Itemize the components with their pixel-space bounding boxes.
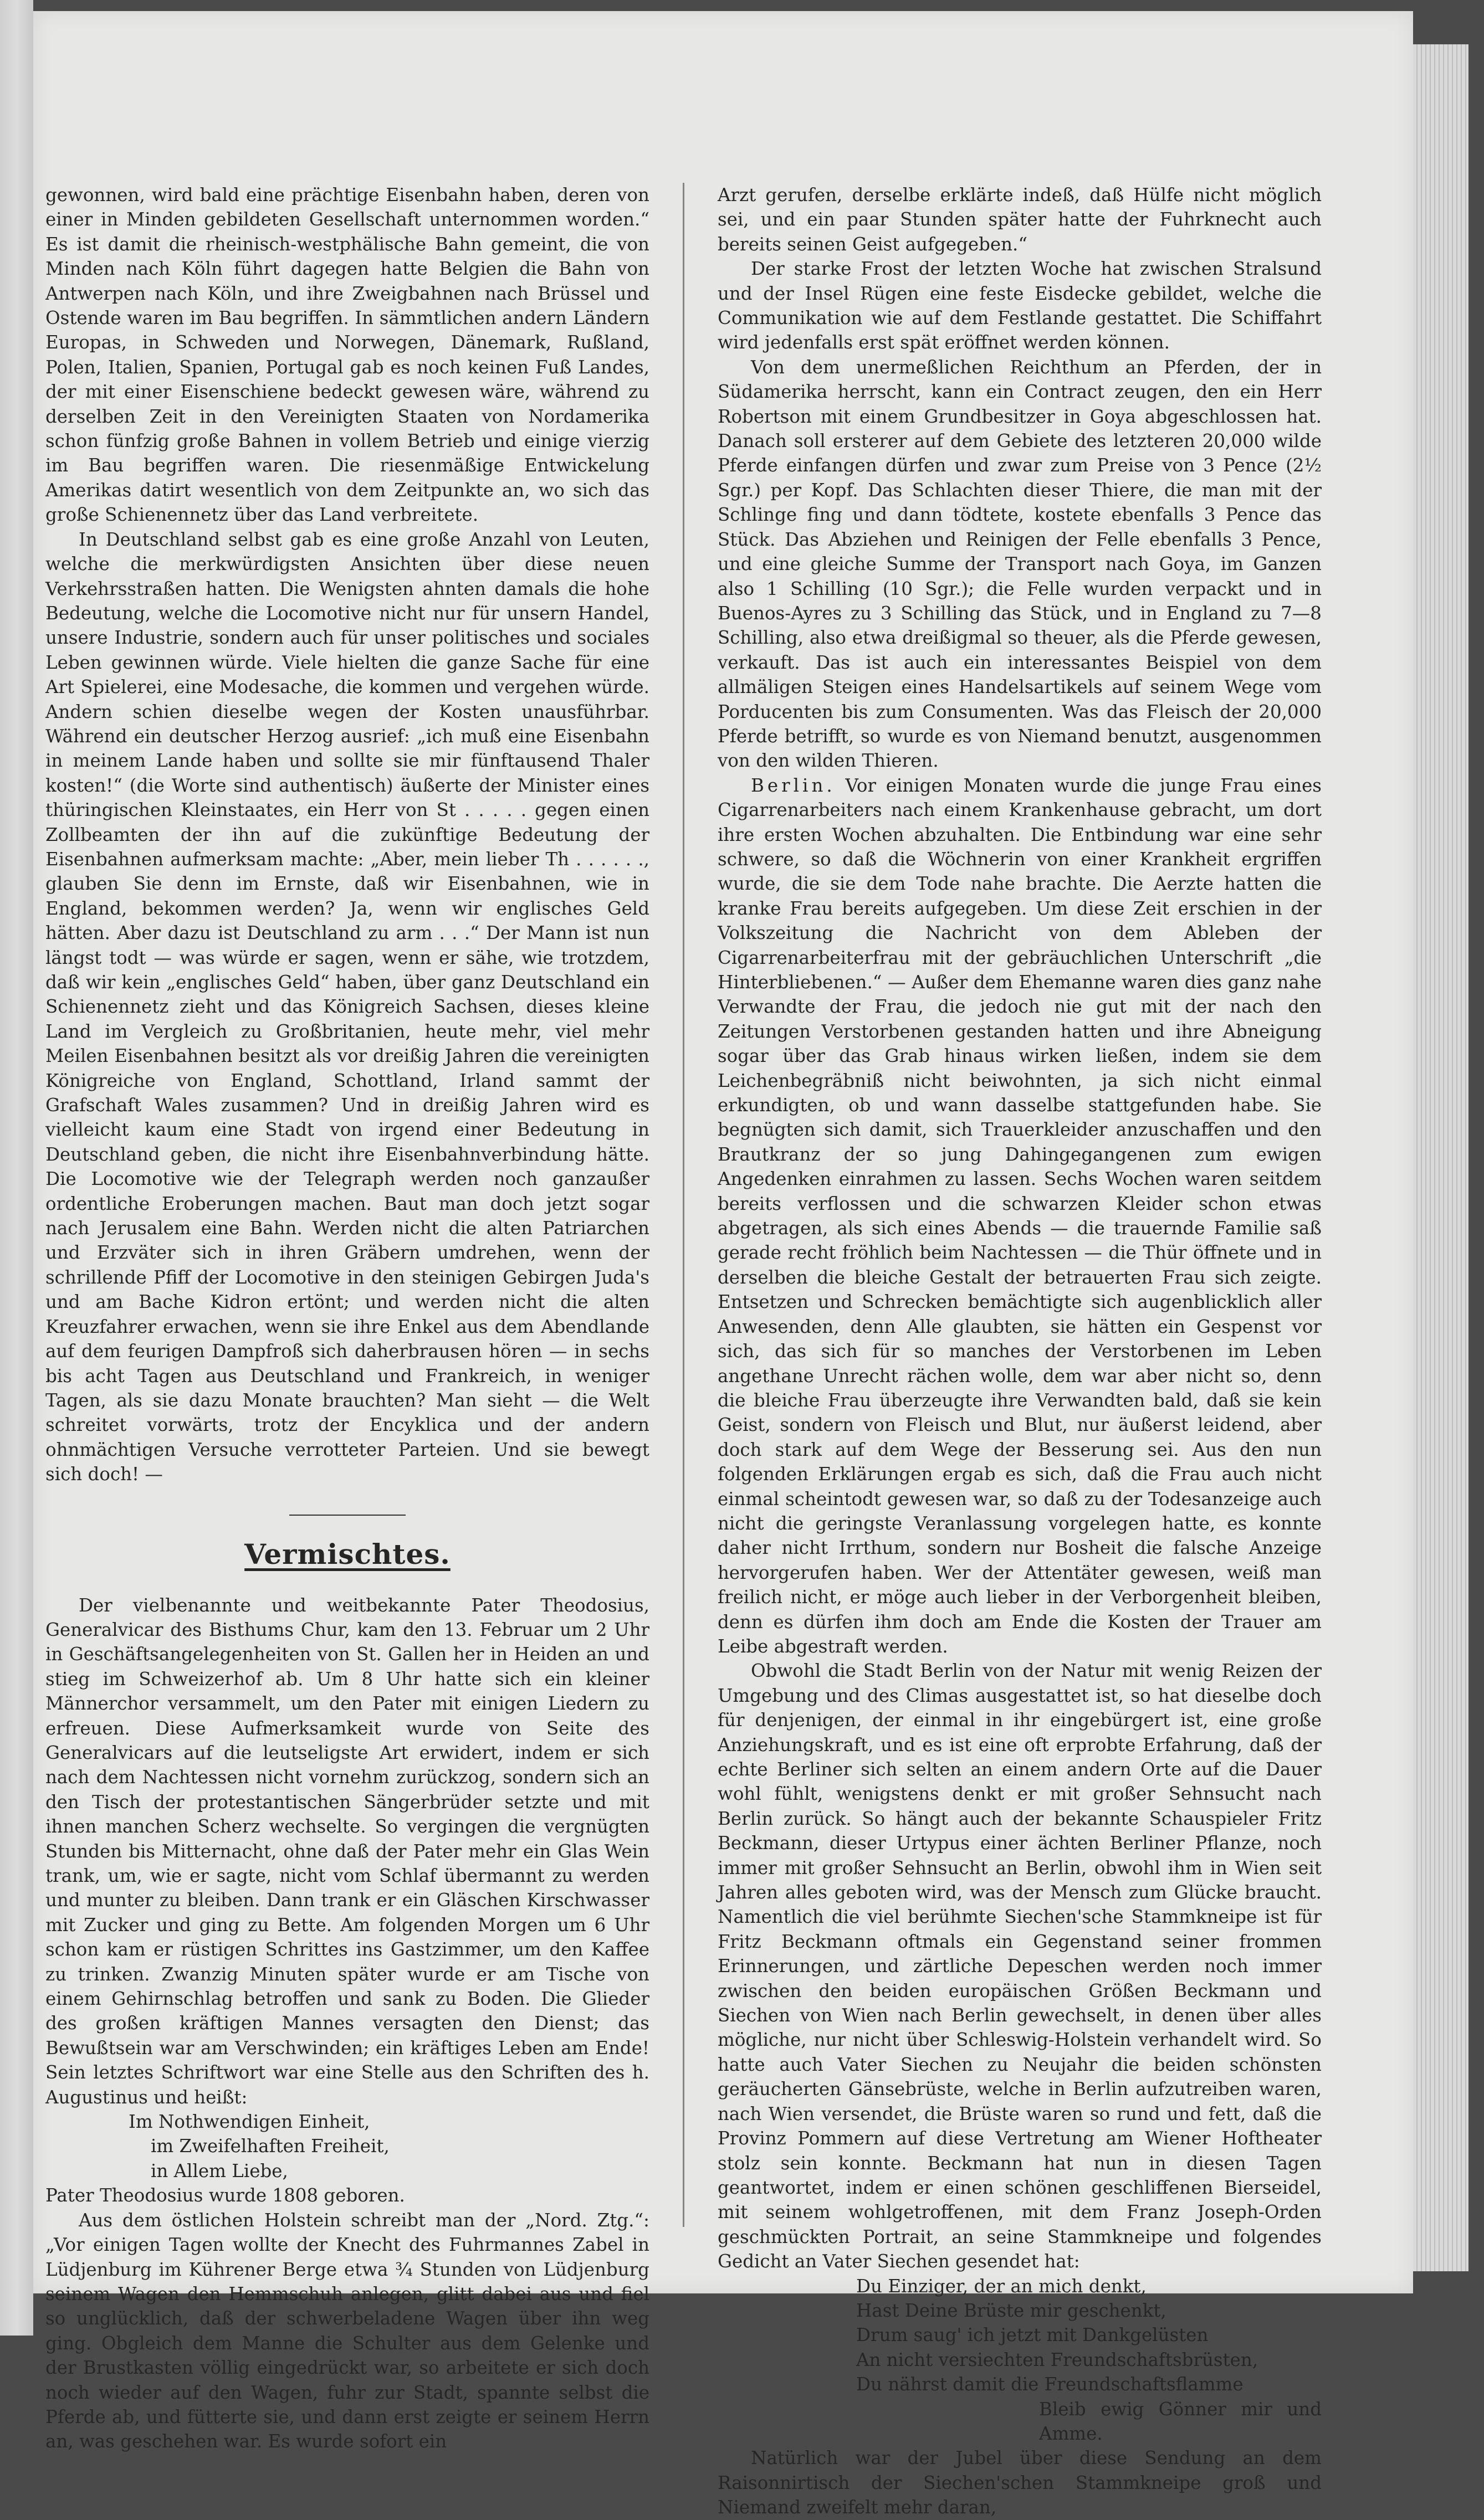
quote-line: Im Nothwendigen Einheit, — [129, 2111, 370, 2133]
section-heading-vermischtes: Vermischtes. — [244, 1537, 451, 1570]
beckmann-poem — [718, 2274, 1322, 2446]
poem-line: An nicht versiechten Freundschaftsbrüsten, — [856, 2349, 1258, 2370]
article-beckmann-siechen: Obwohl die Stadt Berlin von der Natur mit wenig Reizen der Umgebung und des Climas ausgestattet ist, so hat dieselbe doch für denjenigen, der einmal in ihr eingebürgert ist, eine große Anziehungskraft, und es ist eine oft erprobte Erfahrung, daß der echte Berliner sich selten an einem andern Orte auf die Dauer wohl fühlt, wenigstens denkt er mit großer Sehnsucht nach Berlin zurück. So hängt auch der bekannte Schauspieler Fritz Beckmann, dieser Urtypus einer ächten Berliner Pflanze, noch immer mit großer Sehnsucht an Berlin, obwohl ihm in Wien seit Jahren alles geboten wird, was der Mensch zum Glücke braucht. Namentlich die viel berühmte Siechen'sche Stammkneipe ist für Fritz Beckmann oftmals ein Gegenstand seiner frommen Erinnerungen, und zärtliche Depeschen werden noch immer zwischen den beiden europäischen Größen Beckmann und Siechen von Wien nach Berlin gewechselt, in denen über alles mögliche, nur nicht über Schleswig-Holstein verhandelt wird. So hatte auch Vater Siechen zu Neujahr die beiden schönsten geräucherten Gänsebrüste, welche in Berlin aufzutreiben waren, nach Wien versendet, die Brüste waren so rund und fett, daß die Provinz Pommern auf diese Vertretung am Wiener Hoftheater stolz sein konnte. Beckmann hat nun in diesen Tagen geantwortet, indem er einen schönen geschliffenen Bierseidel, mit seinem wohlgetroffenen, mit dem Franz Joseph-Orden geschmückten Portrait, an seine Stammkneipe und folgendes Gedicht an Vater Siechen gesendet hat: — [718, 1660, 1322, 2272]
article-beckmann-end: Natürlich war der Jubel über diese Sendung an dem Raisonnirtisch der Siechen'schen Stammkneipe groß und Niemand zweifelt mehr daran, — [718, 2447, 1322, 2518]
poem-line: Hast Deine Brüste mir geschenkt, — [856, 2300, 1166, 2321]
article-pater-theodosius: Der vielbenannte und weitbekannte Pater Theodosius, Generalvicar des Bisthums Chur, kam den 13. Februar um 2 Uhr in Geschäftsangelegenheiten von St. Gallen her in Heiden an und stieg im Schweizerhof ab. Um 8 Uhr hatte sich ein kleiner Männerchor versammelt, um den Pater mit einigen Liedern zu erfreuen. Diese Aufmerksamkeit wurde von Seite des Generalvicars auf die leutseligste Art erwidert, indem er sich nach dem Nachtessen nicht vornehm zurückzog, sondern sich an den Tisch der protestantischen Sängerbrüder setzte und mit ihnen manchen Scherz wechselte. So vergingen die vergnügten Stunden bis Mitternacht, ohne daß der Pater mehr ein Glas Wein trank, um, wie er sagte, nicht vom Schlaf übermannt zu werden und munter zu bleiben. Dann trank er ein Gläschen Kirschwasser mit Zucker und ging zu Bette. Am folgenden Morgen um 6 Uhr schon kam er rüstigen Schrittes ins Gastzimmer, um den Kaffee zu trinken. Zwanzig Minuten später wurde er am Tische von einem Gehirnschlag betroffen und sank zu Boden. Die Glieder des großen kräftigen Mannes versagten den Dienst; das Bewußtsein war am Verschwinden; ein kräftiges Leben am Ende! Sein letztes Schriftwort war eine Stelle aus den Schriften des h. Augustinus und heißt: — [45, 1594, 649, 2108]
article-horses-south-america: Von dem unermeßlichen Reichthum an Pferden, der in Südamerika herrscht, kann ein Contract zeugen, den ein Herr Robertson mit einem Grundbesitzer in Goya abgeschlossen hat. Danach soll ersterer auf dem Gebiete des letzteren 20,000 wilde Pferde einfangen dürfen und zwar zum Preise von 3 Pence (2½ Sgr.) per Kopf. Das Schlachten dieser Thiere, die man mit der Schlinge fing und dann tödtete, kostete ebenfalls 3 Pence das Stück. Das Abziehen und Reinigen der Felle ebenfalls 3 Pence, und eine gleiche Summe der Transport nach Goya, im Ganzen also 1 Schilling (10 Sgr.); die Felle wurden verpackt und in Buenos-Ayres zu 3 Schilling das Stück, und in England zu 7—8 Schilling, also etwa dreißigmal so theuer, als die Pferde gewesen, verkauft. Das ist auch ein interessantes Beispiel von dem allmäligen Steigen eines Handelsartikels auf seinem Wege vom Porducenten bis zum Consumenten. Was das Fleisch der 20,000 Pferde betrifft, so wurde es von Niemand benutzt, ausgenommen von den wilden Thieren. — [718, 356, 1322, 772]
left-column — [45, 183, 649, 2454]
birth-note: Pater Theodosius wurde 1808 geboren. — [45, 2185, 405, 2206]
adjacent-page-edge — [0, 0, 33, 2336]
article-holstein-accident: Aus dem östlichen Holstein schreibt man der „Nord. Ztg.“: „Vor einigen Tagen wollte der Knecht des Fuhrmannes Zabel in Lüdjenburg im Kührener Berge etwa ¾ Stunden von Lüdjenburg seinem Wagen den Hemmschuh anlegen, glitt dabei aus und fiel so unglücklich, daß der schwerbeladene Wagen über ihn weg ging. Obgleich dem Manne die Schulter aus dem Gelenke und der Brustkasten völlig eingedrückt war, so arbeitete er sich doch noch wieder auf den Wagen, fuhr zur Stadt, spannte selbst die Pferde ab, und fütterte sie, und dann erst zeigte er seinem Herrn an, was geschehen war. Es wurde sofort ein — [45, 2209, 649, 2452]
article-berlin-wife-text: Vor einigen Monaten wurde die junge Frau eines Cigarrenarbeiters nach einem Krankenhause gebracht, um dort ihre ersten Wochen abzuhalten. Die Entbindung war eine sehr schwere, so daß die Wöchnerin von einer Krankheit ergriffen wurde, die sie dem Tode nahe brachte. Die Aerzte hatten die kranke Frau bereits aufgegeben. Um diese Zeit erschien in der Volkszeitung die Nachricht von dem Ableben der Cigarrenarbeiterfrau mit der gebräuchlichen Unterschrift „die Hinterbliebenen.“ — Außer dem Ehemanne waren dies ganz nahe Verwandte der Frau, die jedoch nie gut mit der nach den Zeitungen Verstorbenen gestanden hatten und ihre Abneigung sogar über das Grab hinaus wirken ließen, indem sie dem Leichenbegräbniß nicht beiwohnten, ja sich nicht einmal erkundigten, ob und wann dasselbe stattgefunden habe. Sie begnügten sich damit, sich Trauerkleider anzuschaffen und den Brautkranz der so jung Dahingegangenen zum ewigen Angedenken einrahmen zu lassen. Sechs Wochen waren seitdem bereits verflossen und die schwarzen Kleider schon etwas abgetragen, als sich eines Abends — die trauernde Familie saß gerade recht fröhlich beim Nachtessen — die Thür öffnete und in derselben die bleiche Gestalt der betrauerten Frau sich zeigte. Entsetzen und Schrecken bemächtigte sich augenblicklich aller Anwesenden, denn Alle glaubten, sie hätten ein Gespenst vor sich, das sich für so manches der Verstorbenen im Leben angethane Unrecht rächen wolle, dem war aber nicht so, denn die bleiche Frau überzeugte ihre Verwandten bald, daß sie kein Geist, sondern von Fleisch und Blut, nur äußerst leidend, aber doch stark auf dem Wege der Besserung sei. Aus den nun folgenden Erklärungen ergab es sich, daß die Frau auch nicht einmal scheintodt gewesen war, so daß zu der Todesanzeige auch nicht die geringste Veranlassung vorgelegen hatte, es konnte daher nicht Irrthum, sondern nur Bosheit die falsche Anzeige hervorgerufen haben. Wer der Attentäter gewesen, weiß man freilich nicht, er möge auch lieber in der Verborgenheit bleiben, denn es dürfen ihm doch am Ende die Kosten der Trauer am Leibe abgestraft werden. — [718, 774, 1322, 1657]
article-railways-end: gewonnen, wird bald eine prächtige Eisenbahn haben, deren von einer in Minden gebildeten Gesellschaft unternommen worden.“ Es ist damit die rheinisch-westphälische Bahn gemeint, die von Minden nach Köln führt dagegen hatte Belgien die Bahn von Antwerpen nach Köln, und ihre Zweigbahnen nach Brüssel und Ostende waren im Bau begriffen. In sämmtlichen andern Ländern Europas, in Schweden und Norwegen, Dänemark, Rußland, Polen, Italien, Spanien, Portugal gab es noch keinen Fuß Landes, der mit einer Eisenschiene bedeckt gewesen wäre, während zu derselben Zeit in den Vereinigten Staaten von Nordamerika schon fünfzig große Bahnen in vollem Betrieb und einige vierzig im Bau begriffen waren. Die riesenmäßige Entwickelung Amerikas datirt wesentlich von dem Zeitpunkte an, wo sich das große Schienennetz über das Land verbreitete. — [45, 184, 649, 526]
article-railways-paragraph: In Deutschland selbst gab es eine große Anzahl von Leuten, welche die merkwürdigsten Ansichten über diese neuen Verkehrsstraßen hatten. Die Wenigsten ahnten damals die hohe Bedeutung, welche die Locomotive nicht nur für unsern Handel, unsere Industrie, sondern auch für unser politisches und sociales Leben gewinnen würde. Viele hielten die ganze Sache für eine Art Spielerei, eine Modesache, die kommen und vergehen würde. Andern schien dieselbe wegen der Kosten unausführbar. Während ein deutscher Herzog ausrief: „ich muß eine Eisenbahn in meinem Lande haben und sollte sie mir fünftausend Thaler kosten!“ (die Worte sind authentisch) äußerte der Minister eines thüringischen Kleinstaates, ein Herr von St . . . . . gegen einen Zollbeamten der ihn auf die zukünftige Bedeutung der Eisenbahnen aufmerksam machte: „Aber, mein lieber Th . . . . . ., glauben Sie denn im Ernste, daß wir Eisenbahnen, wie in England, bekommen werden? Ja, wenn wir englisches Geld hätten. Aber dazu ist Deutschland zu arm . . .“ Der Mann ist nun längst todt — was würde er sagen, wenn er sähe, wie trotzdem, daß wir kein „englisches Geld“ haben, über ganz Deutschland ein Schienennetz zieht und das Königreich Sachsen, dieses kleine Land im Vergleich zu Großbritanien, heute mehr, viel mehr Meilen Eisenbahnen besitzt als vor dreißig Jahren die vereinigten Königreiche von England, Schottland, Irland sammt der Grafschaft Wales zusammen? Und in dreißig Jahren wird es vielleicht kaum eine Stadt von irgend einer Bedeutung in Deutschland geben, die nicht ihre Eisenbahnverbindung hätte. Die Locomotive wie der Telegraph werden noch ganzaußer ordentliche Eroberungen machen. Baut man doch jetzt sogar nach Jerusalem eine Bahn. Werden nicht die alten Patriarchen und Erzväter sich in ihren Gräbern umdrehen, wenn der schrillende Pfiff der Locomotive in den steinigen Gebirgen Juda's und am Bache Kidron ertönt; und werden nicht die alten Kreuzfahrer erwachen, wenn sie ihre Enkel aus dem Abendlande auf dem feurigen Dampfroß sich daherbrausen hören — in sechs bis acht Tagen aus Deutschland und Frankreich, in weniger Tagen, als sie dazu Monate brauchten? Man sieht — die Welt schreitet vorwärts, trotz der Encyklica und der andern ohnmächtigen Versuche verrotteter Parteien. Und sie bewegt sich doch! — — [45, 528, 649, 1485]
article-frost-ruegen: Der starke Frost der letzten Woche hat zwischen Stralsund und der Insel Rügen eine feste Eisdecke gebildet, welche die Communikation wie auf dem Festlande gestattet. Die Schiffahrt wird jedenfalls erst spät eröffnet werden können. — [718, 258, 1322, 353]
poem-line: Du Einziger, der an mich denkt, — [856, 2275, 1147, 2297]
column-divider — [683, 183, 684, 2227]
poem-line: Du nährst damit die Freundschaftsflamme — [856, 2374, 1244, 2395]
right-column — [718, 183, 1322, 2520]
section-divider — [289, 1515, 406, 1516]
poem-line: Drum saug' ich jetzt mit Dankgelüsten — [856, 2324, 1209, 2346]
augustinus-quote — [45, 2110, 649, 2183]
page-stack-edge — [1413, 44, 1468, 2271]
article-berlin-wife — [718, 773, 1322, 1659]
dateline-berlin: Berlin. — [751, 774, 836, 796]
quote-line: im Zweifelhaften Freiheit, — [151, 2136, 390, 2157]
poem-line: Bleib ewig Gönner mir und Amme. — [1039, 2398, 1322, 2444]
quote-line: in Allem Liebe, — [151, 2160, 288, 2182]
article-holstein-accident-end: Arzt gerufen, derselbe erklärte indeß, daß Hülfe nicht möglich sei, und ein paar Stunden später hatte der Fuhrknecht auch bereits seinen Geist aufgegeben.“ — [718, 184, 1322, 255]
